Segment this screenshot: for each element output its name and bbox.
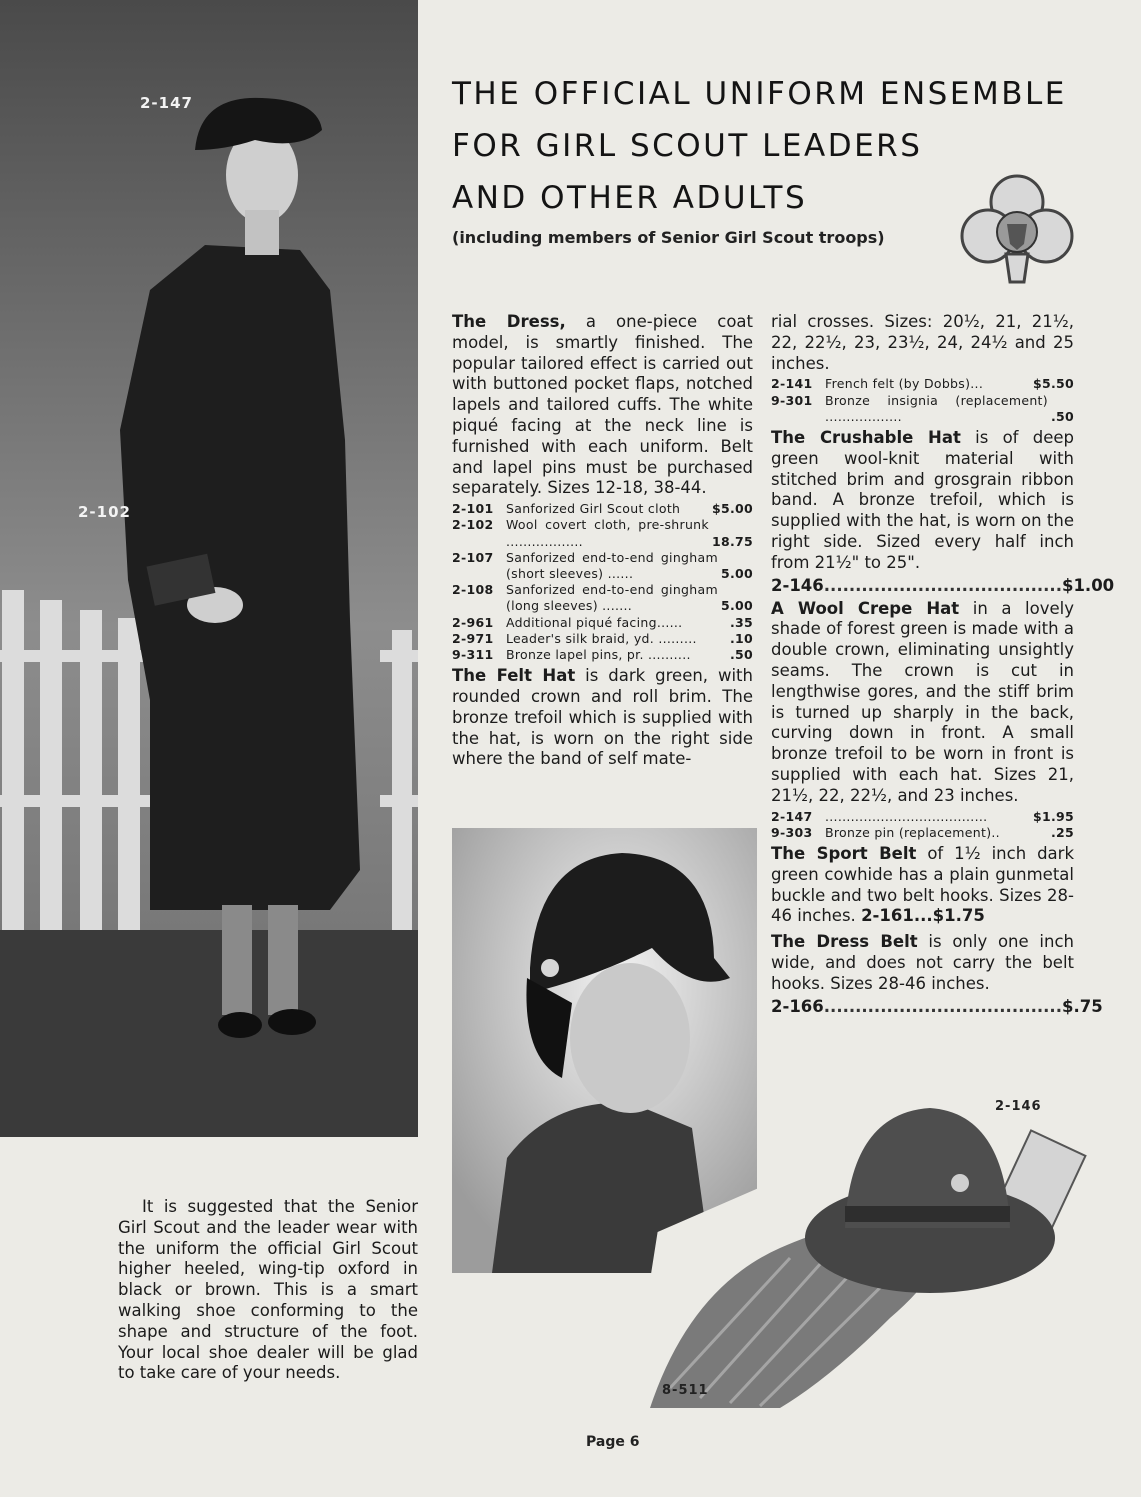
item-code: 2-971	[452, 630, 494, 646]
item-desc: Sanforized Girl Scout cloth	[506, 501, 681, 517]
item-price: .35	[729, 614, 753, 630]
item-code: 2-102	[452, 517, 494, 533]
item-desc: Bronze insignia (replacement) ..................	[825, 392, 1048, 424]
shoe-note-text: It is suggested that the Senior Girl Scout and the leader wear with the uniform the official Girl Scout higher heeled, wing-tip oxford in black or brown. This is a smart walking shoe conforming to the shape and structure of the foot. Your local shoe dealer will be glad to take care of your needs.	[118, 1197, 418, 1383]
item-price: 18.75	[711, 533, 753, 549]
title-line-3: AND OTHER ADULTS	[452, 180, 808, 216]
text-column-left	[452, 312, 753, 770]
item-price: $1.00	[1061, 575, 1115, 595]
dress-belt-text: is only one inch wide, and does not carry the belt hooks. Sizes 28-46 inches.	[771, 932, 1074, 993]
item-desc: Bronze lapel pins, pr. ..........	[506, 647, 691, 662]
dress-text: a one-piece coat model, is smartly finished. The popular tailored effect is carried out with buttoned pocket flaps, notched lapels and tailored cuffs. The white piqué facing at the neck line is furnished with each uniform. Belt and lapel pins must be purchased separately. Sizes 12-18, 38-44.	[452, 312, 753, 498]
price-row	[771, 825, 1074, 841]
hat-portrait-art	[452, 828, 757, 1273]
item-desc: Bronze pin (replacement)..	[825, 824, 1000, 840]
item-price: $1.95	[1032, 808, 1074, 824]
crushable-hat-description	[771, 428, 1074, 574]
crepe-hat-lead: A Wool Crepe Hat	[771, 598, 960, 618]
item-code: 2-961	[452, 614, 494, 630]
felt-hat-continued: rial crosses. Sizes: 20½, 21, 21½, 22, 22½, 23, 23½, 24, 24½ and 25 inches.	[771, 312, 1074, 373]
price-row	[452, 631, 753, 647]
dress-belt-description	[771, 932, 1074, 994]
item-code: 2-107	[452, 549, 494, 565]
price-row	[452, 550, 753, 582]
item-desc: Wool covert cloth, pre-shrunk ..................	[506, 517, 709, 549]
dress-description	[452, 312, 753, 499]
item-code: 2-108	[452, 582, 494, 598]
scarf-item-label: 8-511	[662, 1383, 709, 1398]
price-row	[452, 501, 753, 517]
item-desc: Sanforized end-to-end gingham (short sleeves) ......	[506, 549, 718, 581]
crushable-hat-text: is of deep green wool-knit material with stitched brim and grosgrain ribbon band. A bronze trefoil, which is supplied with the hat, is worn on the right side. Sized every half inch from 21½" to 25".	[771, 428, 1074, 572]
dress-price-list	[452, 501, 753, 663]
dress-item-label: 2-102	[78, 503, 131, 521]
uniform-photo	[0, 0, 418, 1137]
felt-hat-price-list	[771, 376, 1074, 425]
item-desc: Additional piqué facing......	[506, 614, 683, 630]
item-price: $5.00	[711, 501, 753, 517]
crepe-hat-price-list	[771, 809, 1074, 841]
uniform-photo-art	[0, 0, 418, 1137]
page-subtitle: (including members of Senior Girl Scout troops)	[452, 228, 885, 247]
title-line-2: FOR GIRL SCOUT LEADERS	[452, 128, 923, 164]
item-price: .10	[729, 630, 753, 646]
item-price: 5.00	[720, 598, 753, 614]
item-price: .50	[729, 647, 753, 662]
dress-belt-price	[771, 996, 1103, 1018]
item-price: .25	[1050, 824, 1074, 840]
text-column-right	[771, 312, 1115, 1020]
dress-lead: The Dress,	[452, 312, 566, 331]
price-row	[452, 647, 753, 663]
price-row	[771, 393, 1074, 425]
item-price: $.75	[1061, 996, 1103, 1016]
item-desc: Sanforized end-to-end gingham (long sleeves) .......	[506, 582, 718, 614]
page-number: Page 6	[586, 1434, 640, 1450]
crushable-hat-item-label: 2-146	[995, 1099, 1042, 1114]
shoe-note	[118, 1197, 418, 1384]
crepe-hat-text: in a lovely shade of forest green is made with a double crown, eliminating unsightly seams. The crown is cut in lengthwise gores, and the stiff brim is turned up sharply in the back, curving down in front. A small bronze trefoil to be worn in front is supplied with each hat. Sizes 21, 21½, 22, 22½, and 23 inches.	[771, 598, 1074, 805]
item-price: $5.50	[1032, 376, 1074, 392]
felt-hat-lead: The Felt Hat	[452, 666, 576, 686]
leader-dots: ......................................	[823, 575, 1062, 595]
price-row	[771, 809, 1074, 825]
item-price: 5.00	[720, 565, 753, 581]
trefoil-emblem-icon	[958, 174, 1076, 286]
item-desc: Leader's silk braid, yd. .........	[506, 630, 697, 646]
sport-belt-price: $1.75	[932, 906, 985, 926]
item-price: .50	[1050, 408, 1074, 424]
price-row	[452, 517, 753, 549]
leader-dots: ......................................	[823, 996, 1062, 1016]
item-code: 2-166	[771, 996, 824, 1016]
item-code: 9-301	[771, 392, 813, 408]
dress-belt-lead: The Dress Belt	[771, 932, 918, 952]
hat-portrait-photo	[452, 828, 757, 1273]
price-row	[771, 376, 1074, 392]
sport-belt-description	[771, 844, 1074, 927]
item-desc: ......................................	[825, 808, 988, 824]
price-row	[452, 582, 753, 614]
item-code: 9-303	[771, 824, 813, 840]
crushable-hat-lead: The Crushable Hat	[771, 428, 961, 447]
felt-hat-text: is dark green, with rounded crown and roll brim. The bronze trefoil which is supplied with the hat, is worn on the right side where the band of self mate-	[452, 666, 753, 769]
hat-item-label: 2-147	[140, 94, 193, 112]
item-code: 2-147	[771, 808, 813, 824]
item-code: 2-141	[771, 376, 813, 392]
price-row	[452, 615, 753, 631]
crepe-hat-description	[771, 599, 1074, 807]
sport-belt-lead: The Sport Belt	[771, 843, 917, 863]
sport-belt-text: of 1½ inch dark green cowhide has a plain gunmetal buckle and two belt hooks. Sizes 28-46 inches.	[771, 843, 1074, 926]
item-desc: French felt (by Dobbs)...	[825, 376, 984, 392]
title-line-1: THE OFFICIAL UNIFORM ENSEMBLE	[452, 76, 1067, 112]
item-code: 2-101	[452, 501, 494, 517]
item-code: 9-311	[452, 647, 494, 662]
sport-belt-code: 2-161...	[861, 906, 933, 926]
felt-hat-description	[452, 666, 753, 770]
item-code: 2-146	[771, 575, 824, 595]
crushable-hat-price	[771, 575, 1115, 597]
